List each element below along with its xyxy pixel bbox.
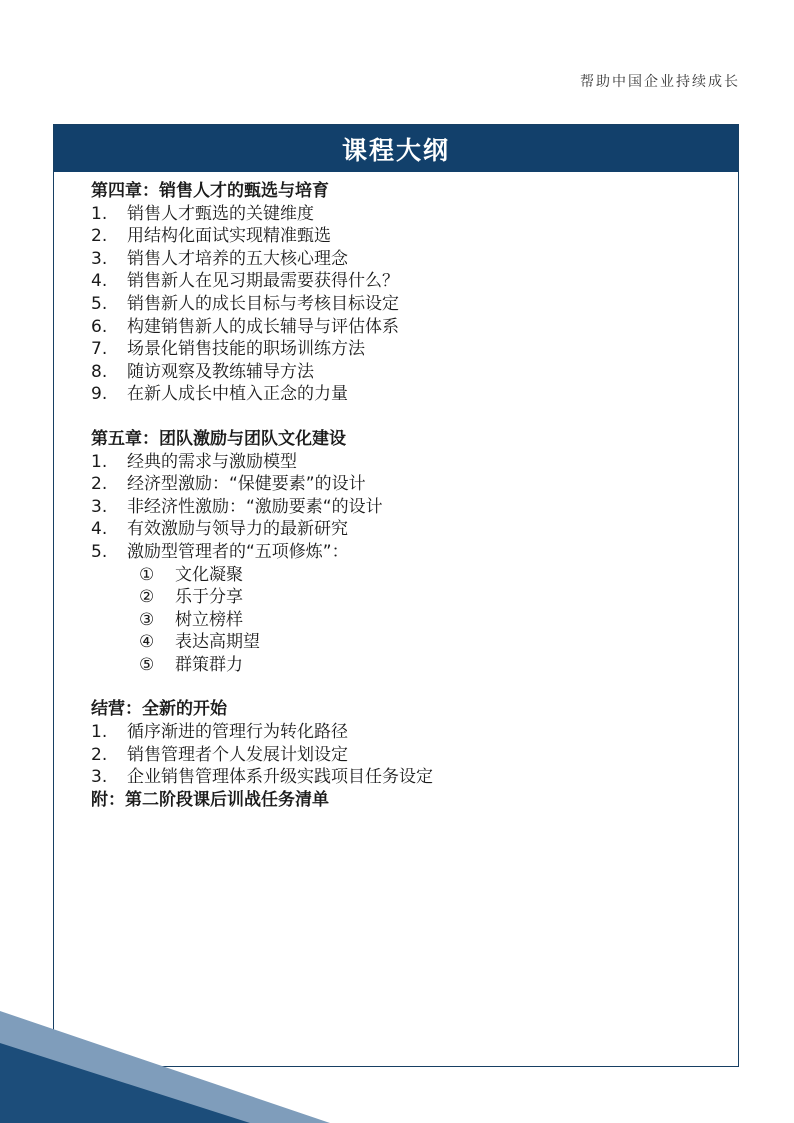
list-item: 6. 构建销售新人的成长辅导与评估体系	[91, 316, 399, 337]
sub-list-item: ⑤ 群策群力	[139, 654, 243, 675]
sub-list-item: ④ 表达高期望	[139, 632, 260, 653]
list-item: 3. 销售人才培养的五大核心理念	[91, 248, 348, 269]
list-item: 7. 场景化销售技能的职场训练方法	[91, 339, 365, 360]
sub-list-item: ② 乐于分享	[139, 587, 243, 608]
chapter5-heading: 第五章：团队激励与团队文化建设	[91, 428, 346, 449]
sub-list-item: ① 文化凝聚	[139, 564, 243, 585]
list-item: 3. 非经济性激励：“激励要素“的设计	[91, 496, 383, 517]
chapter4-heading: 第四章：销售人才的甄选与培育	[91, 181, 329, 201]
section-gap	[91, 406, 718, 428]
list-item: 2. 用结构化面试实现精准甄选	[91, 226, 331, 247]
appendix-heading: 附：第二阶段课后训战任务清单	[91, 789, 329, 810]
section-gap	[91, 676, 718, 698]
list-item: 4. 销售新人在见习期最需要获得什么？	[91, 271, 399, 292]
corner-decoration	[0, 1011, 330, 1123]
sub-list-item: ③ 树立榜样	[139, 609, 243, 630]
list-item: 1. 经典的需求与激励模型	[91, 451, 297, 472]
list-item: 3. 企业销售管理体系升级实践项目任务设定	[91, 767, 433, 788]
list-item: 9. 在新人成长中植入正念的力量	[91, 384, 348, 405]
list-item: 5. 销售新人的成长目标与考核目标设定	[91, 293, 399, 314]
title-bar	[54, 125, 738, 172]
list-item: 8. 随访观察及教练辅导方法	[91, 361, 314, 382]
header-tagline: 帮助中国企业持续成长	[580, 74, 740, 90]
list-item: 5. 激励型管理者的“五项修炼”：	[91, 541, 349, 562]
list-item: 2. 销售管理者个人发展计划设定	[91, 744, 348, 765]
list-item: 1. 销售人才甄选的关键维度	[91, 203, 314, 224]
outline-content	[91, 180, 718, 811]
outline-box	[53, 124, 739, 1067]
outline-title: 课程大纲	[341, 135, 450, 165]
list-item: 2. 经济型激励：“保健要素”的设计	[91, 474, 366, 495]
list-item: 4. 有效激励与领导力的最新研究	[91, 519, 348, 540]
list-item: 1. 循序渐进的管理行为转化路径	[91, 722, 348, 743]
closing-heading: 结营：全新的开始	[91, 699, 227, 720]
